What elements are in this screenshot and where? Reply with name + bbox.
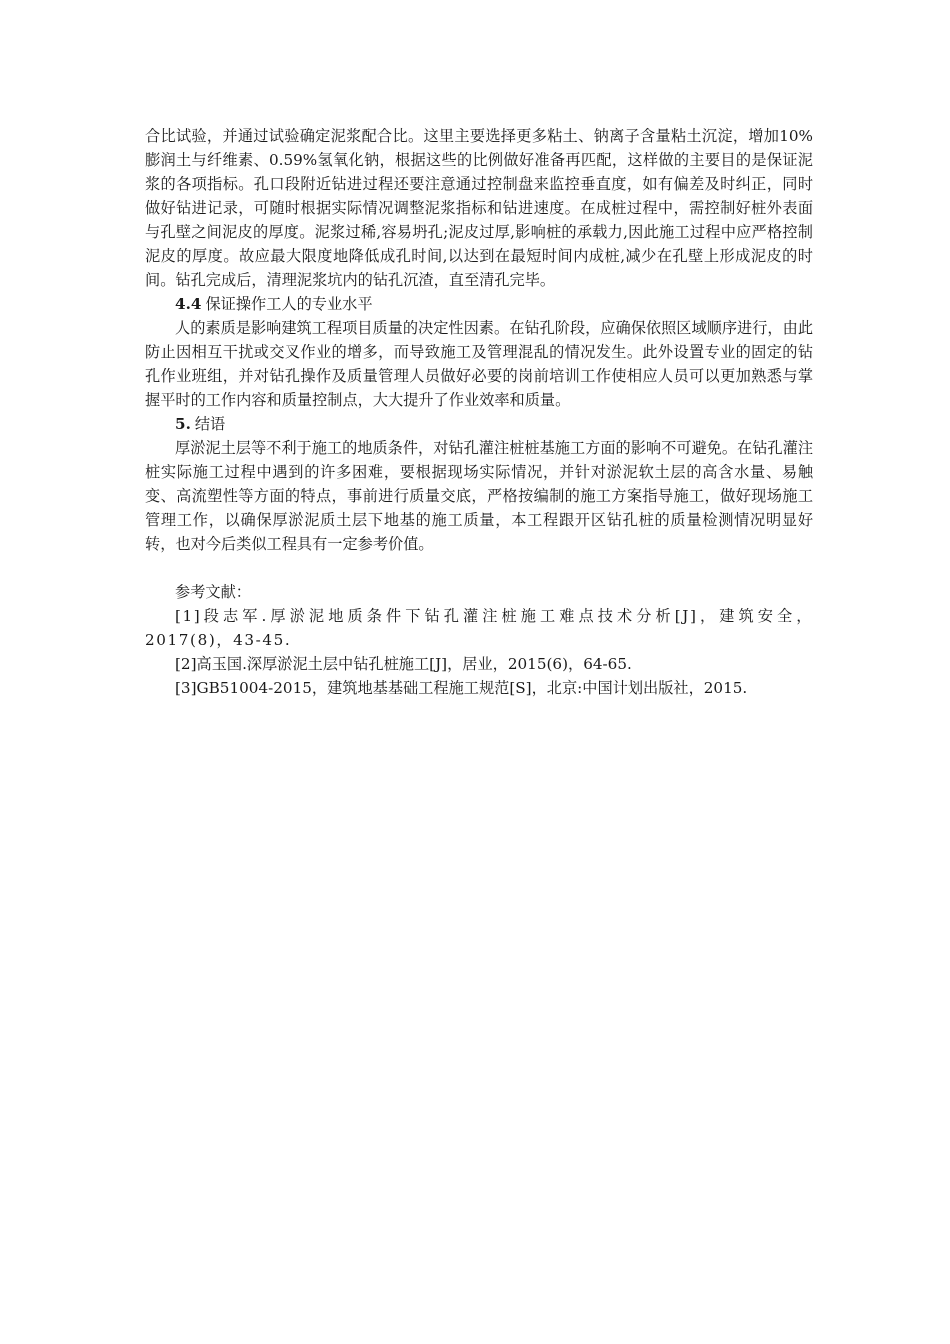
section-number: 4.4 — [175, 295, 202, 313]
section-spacer — [145, 556, 813, 580]
reference-item: [3]GB51004-2015，建筑地基基础工程施工规范[S]，北京:中国计划出版社，2015. — [175, 679, 748, 697]
section-number: 5. — [175, 415, 191, 433]
section-heading-4-4 — [145, 292, 813, 316]
section-title: 结语 — [194, 415, 226, 433]
body-paragraph-5: 厚淤泥土层等不利于施工的地质条件，对钻孔灌注桩桩基施工方面的影响不可避免。在钻孔灌注桩实际施工过程中遇到的许多困难，要根据现场实际情况，并针对淤泥软土层的高含水量、易触变、高流塑性等方面的特点，事前进行质量交底，严格按编制的施工方案指导施工，做好现场施工管理工作，以确保厚淤泥质土层下地基的施工质量，本工程跟开区钻孔桩的质量检测情况明显好转，也对今后类似工程具有一定参考价值。 — [145, 439, 813, 553]
references-title: 参考文献： — [175, 583, 251, 601]
reference-item: [1]段志军.厚淤泥地质条件下钻孔灌注桩施工难点技术分析[J]，建筑安全，2017(8)，43-45. — [145, 607, 813, 649]
section-heading-5 — [145, 412, 813, 436]
reference-item: [2]高玉国.深厚淤泥土层中钻孔桩施工[J]，居业，2015(6)，64-65. — [175, 655, 632, 673]
section-title: 保证操作工人的专业水平 — [205, 295, 373, 313]
document-page — [145, 124, 813, 700]
body-paragraph-intro: 合比试验，并通过试验确定泥浆配合比。这里主要选择更多粘土、钠离子含量粘土沉淀，增加10%膨润土与纤维素、0.59%氢氧化钠，根据这些的比例做好准备再匹配，这样做的主要目的是保证泥浆的各项指标。孔口段附近钻进过程还要注意通过控制盘来监控垂直度，如有偏差及时纠正，同时做好钻进记录，可随时根据实际情况调整泥浆指标和钻进速度。在成桩过程中，需控制好桩外表面与孔壁之间泥皮的厚度。泥浆过稀,容易坍孔;泥皮过厚,影响桩的承载力,因此施工过程中应严格控制泥皮的厚度。故应最大限度地降低成孔时间,以达到在最短时间内成桩,减少在孔壁上形成泥皮的时间。钻孔完成后，清理泥浆坑内的钻孔沉渣，直至清孔完毕。 — [145, 127, 813, 289]
body-paragraph-4-4: 人的素质是影响建筑工程项目质量的决定性因素。在钻孔阶段，应确保依照区域顺序进行，由此防止因相互干扰或交叉作业的增多，而导致施工及管理混乱的情况发生。此外设置专业的固定的钻孔作业班组，并对钻孔操作及质量管理人员做好必要的岗前培训工作使相应人员可以更加熟悉与掌握平时的工作内容和质量控制点，大大提升了作业效率和质量。 — [145, 319, 813, 409]
